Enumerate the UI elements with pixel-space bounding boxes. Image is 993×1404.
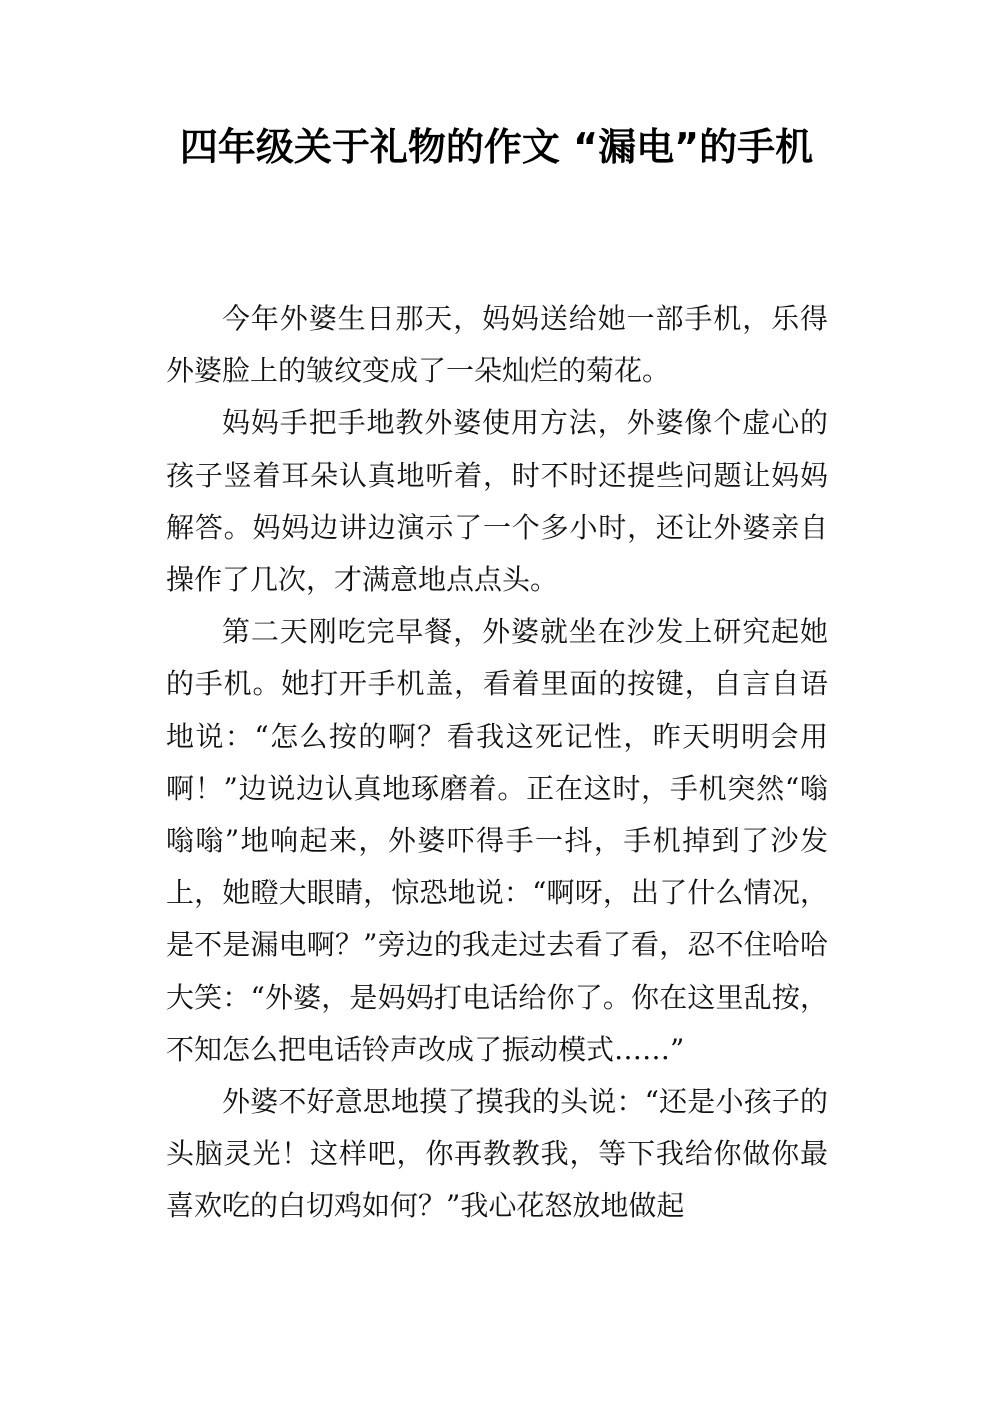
document-title: 四年级关于礼物的作文 “漏电”的手机	[179, 125, 814, 169]
paragraph-3: 第二天刚吃完早餐，外婆就坐在沙发上研究起她的手机。她打开手机盖，看着里面的按键，自言自语地说：“怎么按的啊？看我这死记性，昨天明明会用啊！”边说边认真地琢磨着。正在这时，手机突然“嗡嗡嗡”地响起来，外婆吓得手一抖，手机掉到了沙发上，她瞪大眼睛，惊恐地说：“啊呀，出了什么情况，是不是漏电啊？”旁边的我走过去看了看，忍不住哈哈大笑：“外婆，是妈妈打电话给你了。你在这里乱按，不知怎么把电话铃声改成了振动模式……”	[166, 615, 828, 1066]
paragraph-1: 今年外婆生日那天，妈妈送给她一部手机，乐得外婆脸上的皱纹变成了一朵灿烂的菊花。	[166, 302, 828, 388]
document-body	[166, 293, 828, 1233]
paragraph-2: 妈妈手把手地教外婆使用方法，外婆像个虚心的孩子竖着耳朵认真地听着，时不时还提些问题让妈妈解答。妈妈边讲边演示了一个多小时，还让外婆亲自操作了几次，才满意地点点头。	[166, 406, 828, 597]
paragraph-4: 外婆不好意思地摸了摸我的头说：“还是小孩子的头脑灵光！这样吧，你再教教我，等下我给你做你最喜欢吃的白切鸡如何？”我心花怒放地做起	[166, 1085, 828, 1223]
